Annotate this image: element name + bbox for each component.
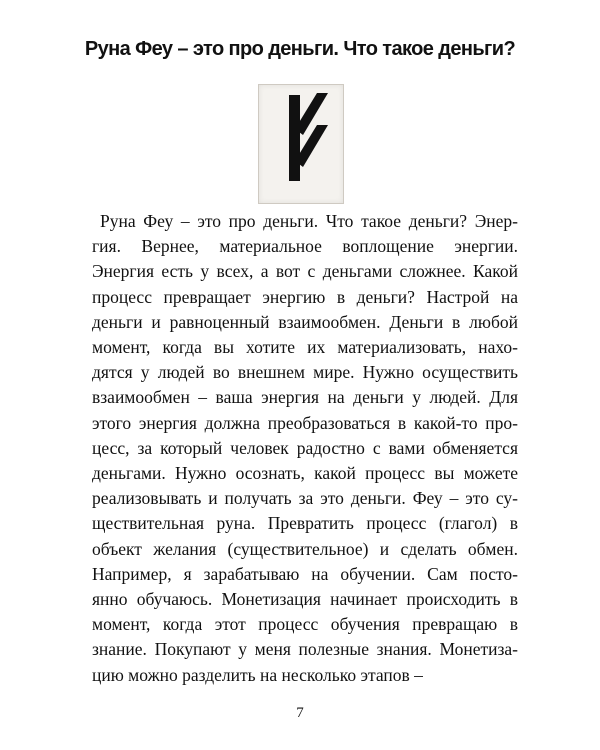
body-line: процесс превращает энергию в деньги? Настрой на <box>92 286 518 307</box>
body-line: дятся у людей во внешнем мире. Нужно осуществить <box>92 362 518 383</box>
fehu-rune-icon <box>259 85 343 203</box>
body-line: ществительная руна. Превратить процесс (глагол) в <box>92 513 518 534</box>
body-line: момент, когда этот процесс обучения превращаю в <box>92 614 518 635</box>
page-title: Руна Феу – это про деньги. Что такое деньги? <box>84 38 516 60</box>
body-line: Например, я зарабатываю на обучении. Сам посто- <box>92 563 518 584</box>
body-line: момент, когда вы хотите их материализовать, нахо- <box>92 337 518 358</box>
rune-tile <box>258 84 344 204</box>
body-line: взаимообмен – ваша энергия на деньги у людей. Для <box>92 387 518 408</box>
body-line: объект желания (существительное) и сделать обмен. <box>92 538 518 559</box>
body-text <box>92 209 518 688</box>
body-line: этого энергия должна преобразоваться в какой-то про- <box>92 412 518 433</box>
body-line: Руна Феу – это про деньги. Что такое деньги? Энер- <box>100 211 518 231</box>
body-line: цесс, за который человек радостно с вами обменяется <box>92 437 518 458</box>
page-number: 7 <box>296 705 304 721</box>
body-line: деньги и равноценный взаимообмен. Деньги в любой <box>92 311 518 332</box>
body-line: янно обучаюсь. Монетизация начинает происходить в <box>92 589 518 610</box>
body-line: знание. Покупают у меня полезные знания. Монетиза- <box>92 639 518 660</box>
body-line: деньгами. Нужно осознать, какой процесс вы можете <box>92 463 518 484</box>
body-line: реализовывать и получать за это деньги. Феу – это су- <box>92 488 518 509</box>
body-line: Энергия есть у всех, а вот с деньгами сложнее. Какой <box>92 261 518 282</box>
body-line: гия. Вернее, материальное воплощение энергии. <box>92 236 518 257</box>
body-line: цию можно разделить на несколько этапов – <box>92 664 423 685</box>
